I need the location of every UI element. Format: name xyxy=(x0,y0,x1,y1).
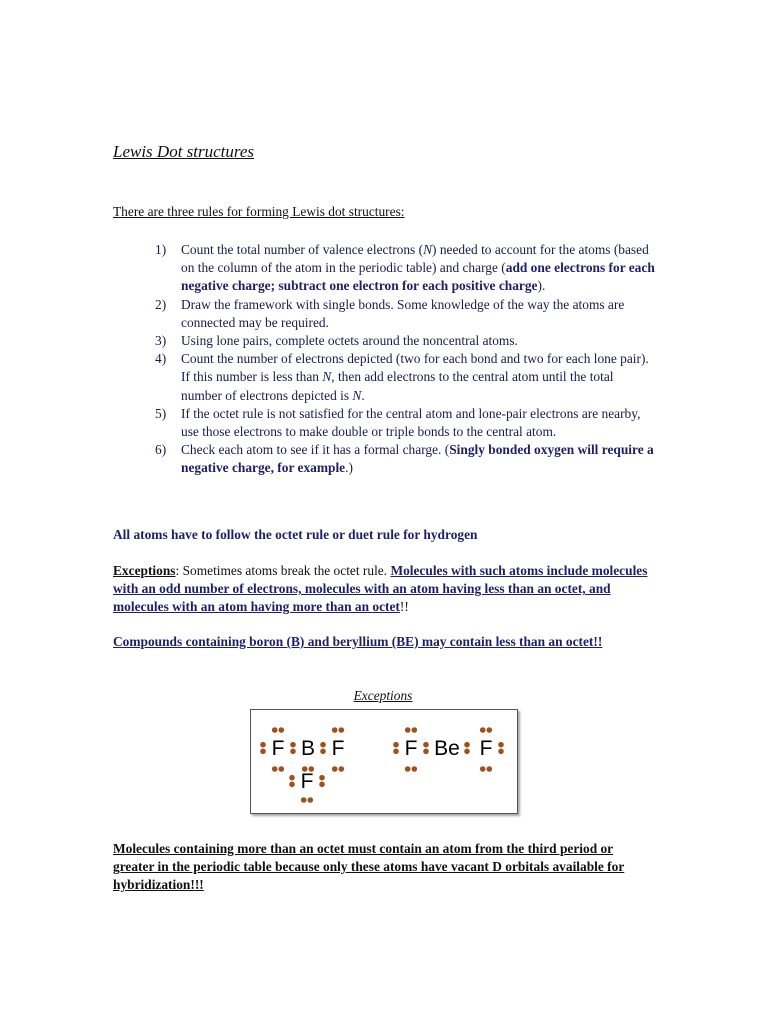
electron-dot xyxy=(412,727,418,733)
rule-text: Check each atom to see if it has a formal charge. ( xyxy=(181,442,450,458)
exceptions-text: : Sometimes atoms break the octet rule. xyxy=(175,563,391,578)
rule-item xyxy=(155,241,655,296)
electron-dot xyxy=(272,727,278,733)
electron-dot xyxy=(498,742,504,748)
rule-text: , then add electrons to the central atom until the total number of electrons depicted is xyxy=(181,369,614,403)
atom-symbol: F xyxy=(300,770,314,793)
rule-number: 4) xyxy=(155,351,167,367)
rule-item xyxy=(155,350,655,405)
electron-dot xyxy=(319,782,325,788)
rule-emphasis: Singly bonded oxygen will require a negative charge, for example xyxy=(181,442,654,476)
rule-item xyxy=(155,405,655,441)
rule-number: 3) xyxy=(155,333,167,349)
electron-dot xyxy=(393,749,399,755)
rule-number: 2) xyxy=(155,296,167,312)
electron-dot xyxy=(405,766,411,772)
octet-rule-statement: All atoms have to follow the octet rule or duet rule for hydrogen xyxy=(113,527,478,542)
exceptions-end: !! xyxy=(399,599,409,615)
electron-dot xyxy=(272,766,278,772)
intro-text xyxy=(113,204,405,220)
electron-dot xyxy=(487,766,493,772)
electron-dot xyxy=(289,775,295,781)
electron-dot xyxy=(339,727,345,733)
electron-dot xyxy=(279,766,285,772)
rule-text: Count the total number of valence electrons ( xyxy=(181,242,424,257)
rule-item xyxy=(155,441,655,477)
atom-symbol: B xyxy=(300,737,316,760)
page-title: Lewis Dot structures xyxy=(113,142,255,161)
rule-text: ). xyxy=(537,278,546,294)
electron-dots xyxy=(260,727,504,803)
intro-colon: : xyxy=(400,204,405,219)
electron-dot xyxy=(464,742,470,748)
exceptions-emphasis: Molecules with such atoms include molecules with an odd number of electrons, molecules with an atom having less than an octet, and molecules with an atom having more than an octet xyxy=(113,563,648,615)
electron-dot xyxy=(289,782,295,788)
compounds-note: Compounds containing boron (B) and beryllium (BE) may contain less than an octet!! xyxy=(113,634,603,649)
electron-dot xyxy=(320,749,326,755)
rule-variable: N xyxy=(322,369,332,385)
figure-caption: Exceptions xyxy=(353,688,413,703)
electron-dot xyxy=(332,766,338,772)
electron-dot xyxy=(393,742,399,748)
rule-item xyxy=(155,296,655,332)
rule-text: ) needed to account for the atoms (based on the column of the atom in the periodic table) and charge ( xyxy=(181,242,649,276)
rule-variable: N xyxy=(423,242,433,257)
electron-dot xyxy=(412,766,418,772)
electron-dot xyxy=(423,742,429,748)
electron-dot xyxy=(260,749,266,755)
electron-dot xyxy=(405,727,411,733)
rule-text: Using lone pairs, complete octets around the noncentral atoms. xyxy=(181,333,518,349)
electron-dot xyxy=(308,797,314,803)
rule-text: If the octet rule is not satisfied for the central atom and lone-pair electrons are nearby, use those electrons to make double or triple bonds to the central atom. xyxy=(181,405,641,440)
atom-symbol: F xyxy=(404,737,418,760)
rules-list xyxy=(155,241,655,478)
rule-variable: N xyxy=(352,387,362,403)
rule-item xyxy=(155,332,655,350)
electron-dot xyxy=(260,742,266,748)
electron-dot xyxy=(487,727,493,733)
electron-dot xyxy=(279,727,285,733)
electron-dot xyxy=(319,775,325,781)
electron-dot xyxy=(290,749,296,755)
electron-dot xyxy=(290,742,296,748)
exceptions-paragraph xyxy=(113,562,658,617)
atom-symbol: F xyxy=(479,737,493,760)
atom-symbol: Be xyxy=(434,737,460,760)
final-note: Molecules containing more than an octet must contain an atom from the third period or greater in the periodic table because only these atoms have vacant D orbitals available for hybridization!!! xyxy=(113,841,625,893)
electron-dot xyxy=(301,797,307,803)
electron-dot xyxy=(498,749,504,755)
electron-dot xyxy=(480,766,486,772)
electron-dot xyxy=(339,766,345,772)
atom-symbol: F xyxy=(271,737,285,760)
rule-number: 6) xyxy=(155,442,167,458)
rule-emphasis: add one electrons for each negative charge; subtract one electron for each positive charge xyxy=(181,260,655,294)
exceptions-label: Exceptions xyxy=(113,563,176,578)
electron-dot xyxy=(423,749,429,755)
rule-number: 1) xyxy=(155,242,167,257)
electron-dot xyxy=(464,749,470,755)
atom-labels xyxy=(272,737,493,793)
rule-number: 5) xyxy=(155,405,167,421)
electron-dot xyxy=(320,742,326,748)
rule-text: Count the number of electrons depicted (two for each bond and two for each lone pair). If this number is less than xyxy=(181,351,649,385)
electron-dot xyxy=(480,727,486,733)
lewis-structures-diagram xyxy=(251,710,517,813)
rule-text: .) xyxy=(345,460,353,476)
intro-sentence: There are three rules for forming Lewis dot structures xyxy=(113,204,401,219)
rule-text: Draw the framework with single bonds. Some knowledge of the way the atoms are connected may be required. xyxy=(181,296,625,330)
atom-symbol: F xyxy=(331,737,345,760)
rule-text: . xyxy=(361,387,365,403)
electron-dot xyxy=(332,727,338,733)
lewis-structures-figure xyxy=(250,709,518,814)
